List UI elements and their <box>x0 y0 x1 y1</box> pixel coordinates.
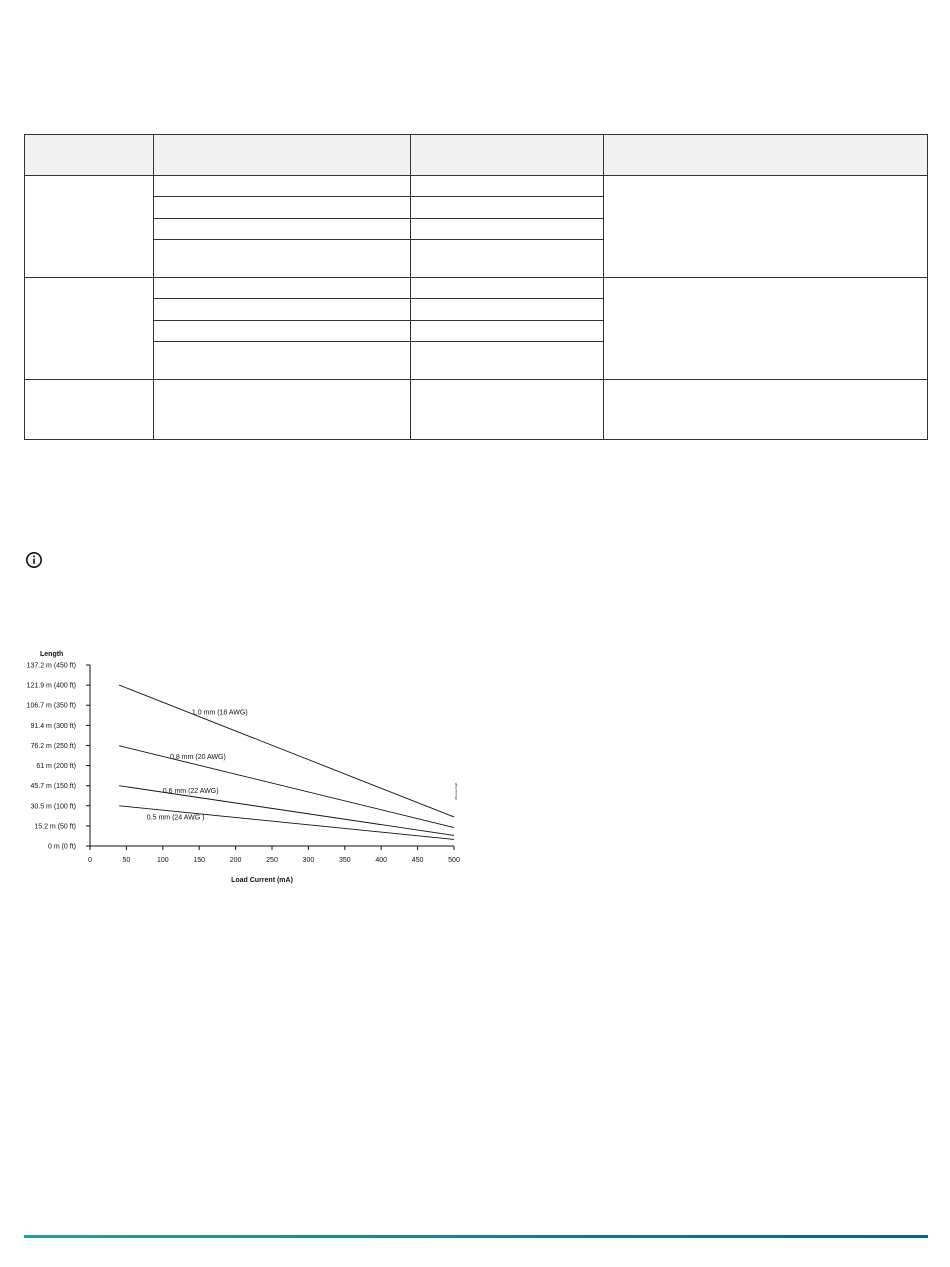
info-circle-icon <box>25 551 43 569</box>
y-tick-label: 91.4 m (300 ft) <box>30 722 76 730</box>
x-tick-label: 200 <box>229 857 242 864</box>
x-tick-label: 0 <box>88 857 92 864</box>
x-tick-label: 250 <box>266 857 278 864</box>
table-cell <box>411 240 604 278</box>
y-tick-label: 61 m (200 ft) <box>36 763 76 771</box>
table-cell <box>154 278 411 299</box>
x-tick-label: 50 <box>122 857 131 864</box>
table-header-row <box>25 135 928 176</box>
x-tick-label: 300 <box>302 857 315 864</box>
table-header-cell <box>154 135 411 176</box>
y-tick-label: 45.7 m (150 ft) <box>30 783 76 791</box>
group-note-cell <box>604 176 928 278</box>
table-cell <box>154 197 411 219</box>
series-line-1 <box>119 685 454 817</box>
table-cell <box>411 176 604 197</box>
table-cell <box>154 176 411 197</box>
table-cell <box>411 380 604 440</box>
group-label-cell <box>25 176 154 278</box>
table-header-cell <box>411 135 604 176</box>
table-row <box>25 380 928 440</box>
y-tick-label: 76.2 m (250 ft) <box>30 742 76 750</box>
table-cell <box>154 219 411 240</box>
table-cell <box>154 321 411 342</box>
table-cell <box>154 342 411 380</box>
x-tick-label: 450 <box>411 857 424 864</box>
y-tick-label: 0 m (0 ft) <box>47 843 76 851</box>
y-tick-label: 137.2 m (450 ft) <box>26 662 76 670</box>
table-cell <box>411 321 604 342</box>
table-cell <box>154 240 411 278</box>
group-note-cell <box>604 278 928 380</box>
table-row <box>25 176 928 197</box>
y-tick-label: 30.5 m (100 ft) <box>30 803 76 811</box>
x-axis-label: Load Current (mA) <box>231 877 293 884</box>
x-tick-label: 500 <box>448 857 460 864</box>
group-label-cell <box>25 380 154 440</box>
spec-table <box>24 134 928 440</box>
table-header-cell <box>604 135 928 176</box>
table-cell <box>154 380 411 440</box>
series-label-3: 0.6 mm (22 AWG) <box>162 788 219 796</box>
chart-side-note: WI-xxxx-high <box>454 782 458 800</box>
y-tick-label: 106.7 m (350 ft) <box>26 702 76 710</box>
table-cell <box>411 278 604 299</box>
x-tick-label: 150 <box>193 857 206 864</box>
table-cell <box>411 342 604 380</box>
table-cell <box>411 219 604 240</box>
wire-length-chart <box>20 645 470 890</box>
series-label-4: 0.5 mm (24 AWG ) <box>146 814 205 822</box>
y-axis-label: Length <box>40 651 64 658</box>
group-label-cell <box>25 278 154 380</box>
x-tick-label: 400 <box>375 857 388 864</box>
table-row <box>25 278 928 299</box>
series-label-2: 0.8 mm (20 AWG) <box>170 753 226 761</box>
footer-accent-bar <box>24 1235 928 1238</box>
table-cell <box>411 197 604 219</box>
series-label-1: 1.0 mm (18 AWG) <box>191 709 248 717</box>
x-tick-label: 100 <box>156 857 169 864</box>
table-header-cell <box>25 135 154 176</box>
x-tick-label: 350 <box>338 857 351 864</box>
group-note-cell <box>604 380 928 440</box>
y-tick-label: 15.2 m (50 ft) <box>34 823 76 831</box>
table-cell <box>411 299 604 321</box>
y-tick-label: 121.9 m (400 ft) <box>26 682 76 690</box>
table-cell <box>154 299 411 321</box>
